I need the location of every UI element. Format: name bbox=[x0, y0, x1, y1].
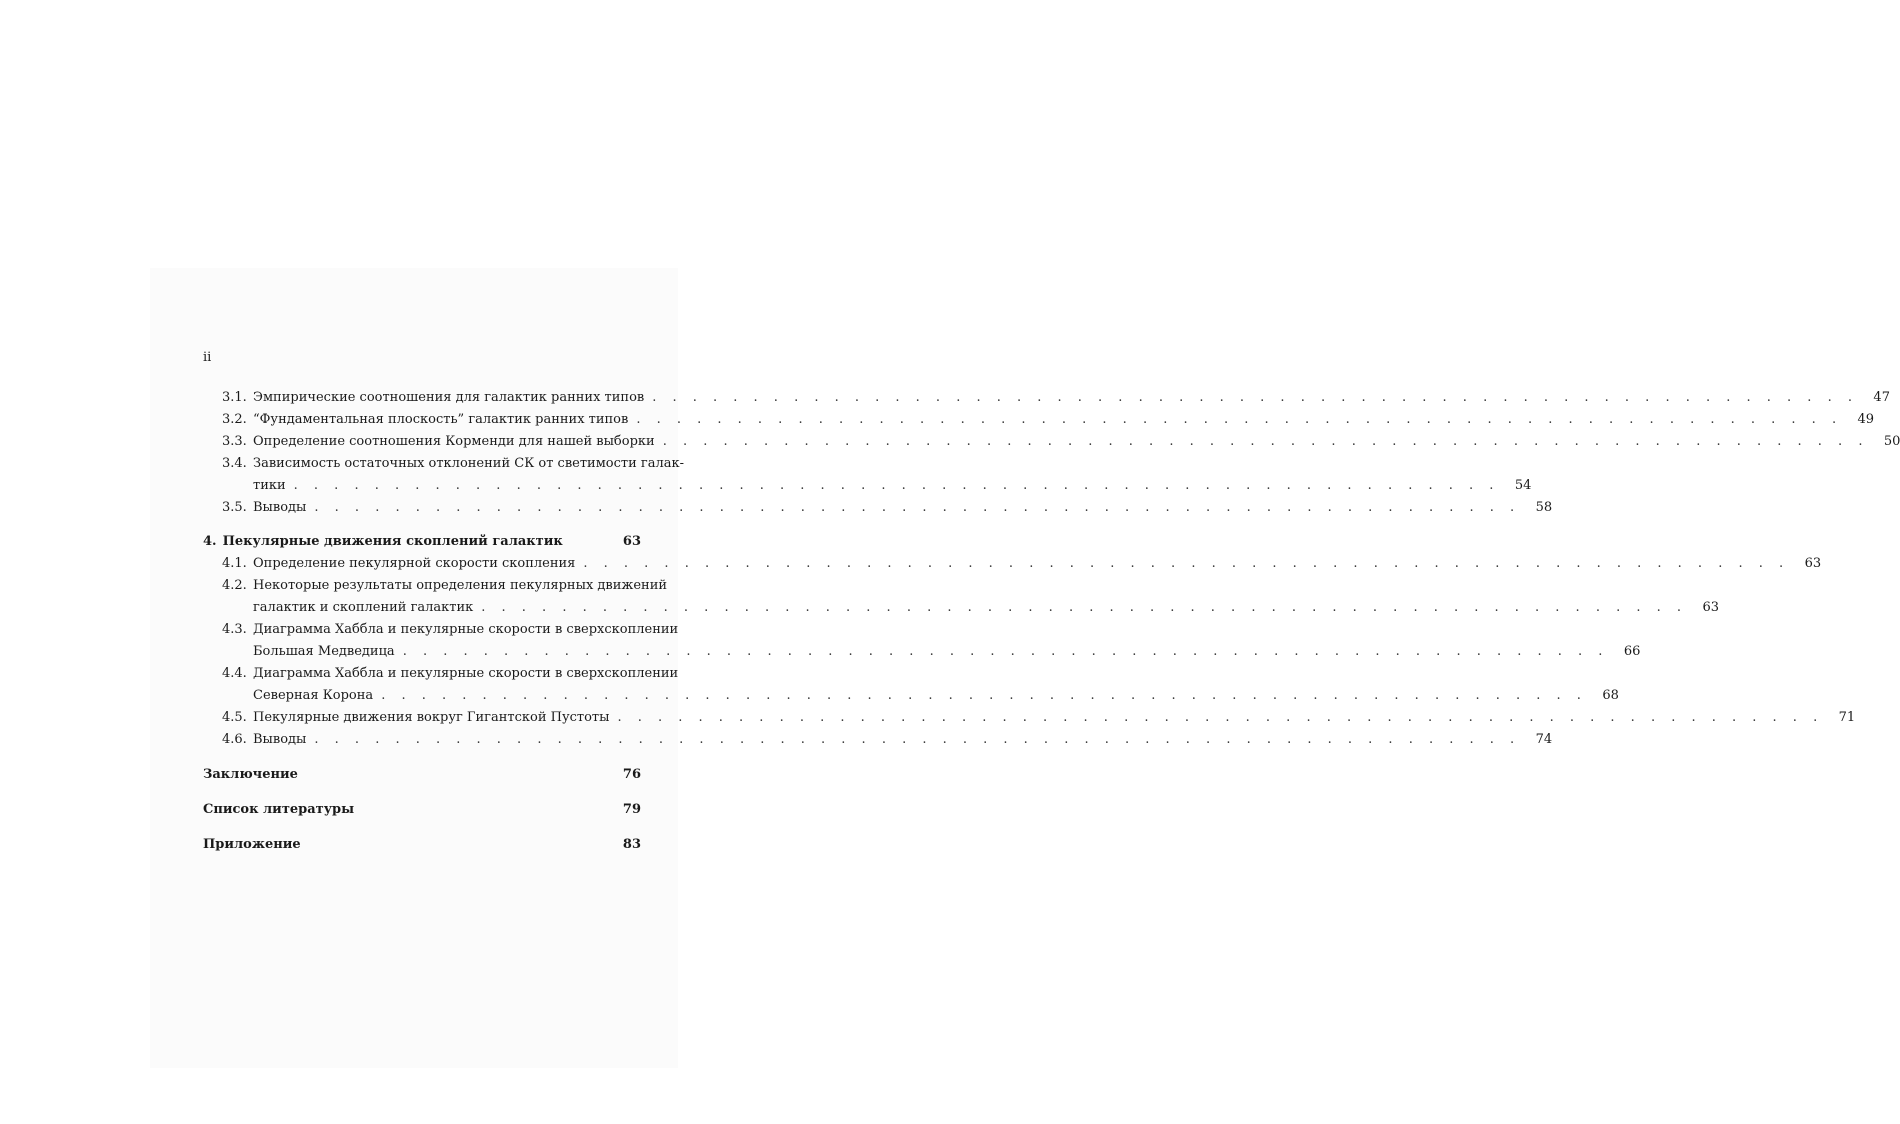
table-of-contents bbox=[203, 387, 1900, 856]
toc-entry-number: 3.1. bbox=[222, 390, 247, 405]
toc-entry-4-5[interactable] bbox=[203, 707, 1856, 729]
toc-entry-title: Выводы bbox=[253, 732, 307, 747]
toc-entry-page: 71 bbox=[1838, 710, 1856, 725]
toc-entry-page: 66 bbox=[1623, 644, 1641, 659]
toc-entry-page: 63 bbox=[1804, 556, 1822, 571]
toc-entry-title: Определение соотношения Корменди для нашей выборки bbox=[253, 434, 655, 449]
toc-leader-dots bbox=[575, 553, 1795, 575]
toc-chapter-number: 4. bbox=[203, 534, 217, 549]
toc-leader-dots bbox=[655, 431, 1875, 453]
toc-entry-title: Пекулярные движения вокруг Гигантской Пустоты bbox=[253, 710, 610, 725]
toc-entry-page: 58 bbox=[1535, 500, 1553, 515]
toc-entry-title-continued: галактик и скоплений галактик bbox=[253, 600, 474, 615]
toc-appendix-page: 83 bbox=[622, 837, 641, 852]
toc-chapter-title: Пекулярные движения скоплений галактик bbox=[222, 534, 563, 549]
toc-leader-dots bbox=[306, 729, 1526, 751]
page-number: ii bbox=[203, 350, 212, 365]
toc-leader-dots bbox=[306, 497, 1526, 519]
toc-entry-number: 4.1. bbox=[222, 556, 247, 571]
toc-leader-dots bbox=[628, 409, 1848, 431]
toc-entry-number: 4.3. bbox=[222, 622, 247, 637]
toc-entry-page: 49 bbox=[1857, 412, 1875, 427]
toc-entry-number: 3.4. bbox=[222, 456, 247, 471]
toc-entry-title: Диаграмма Хаббла и пекулярные скорости в сверхскоплении bbox=[253, 622, 679, 637]
toc-entry-4-4[interactable] bbox=[203, 663, 679, 685]
toc-entry-4-1[interactable] bbox=[203, 553, 1822, 575]
toc-appendix[interactable] bbox=[203, 834, 641, 856]
toc-entry-title: Диаграмма Хаббла и пекулярные скорости в сверхскоплении bbox=[253, 666, 679, 681]
toc-entry-number: 3.2. bbox=[222, 412, 247, 427]
toc-entry-3-4[interactable] bbox=[203, 453, 684, 475]
toc-entry-number: 3.3. bbox=[222, 434, 247, 449]
toc-entry-3-2[interactable] bbox=[203, 409, 1875, 431]
toc-references-title: Список литературы bbox=[203, 802, 355, 817]
toc-chapter-page: 63 bbox=[622, 534, 641, 549]
toc-entry-title-continued: тики bbox=[253, 478, 286, 493]
toc-appendix-title: Приложение bbox=[203, 837, 301, 852]
toc-entry-number: 4.6. bbox=[222, 732, 247, 747]
toc-entry-title: Зависимость остаточных отклонений СК от светимости галак- bbox=[253, 456, 684, 471]
toc-entry-4-3-continuation[interactable] bbox=[203, 641, 1641, 663]
toc-references[interactable] bbox=[203, 799, 641, 821]
toc-entry-4-6[interactable] bbox=[203, 729, 1553, 751]
toc-entry-3-4-continuation[interactable] bbox=[203, 475, 1532, 497]
toc-entry-number: 4.2. bbox=[222, 578, 247, 593]
toc-entry-title: Определение пекулярной скорости скопления bbox=[253, 556, 576, 571]
toc-entry-page: 50 bbox=[1883, 434, 1900, 449]
toc-entry-page: 47 bbox=[1873, 390, 1890, 405]
toc-entry-3-3[interactable] bbox=[203, 431, 1900, 453]
toc-entry-3-1[interactable] bbox=[203, 387, 1890, 409]
toc-entry-title: Выводы bbox=[253, 500, 307, 515]
toc-entry-title: Эмпирические соотношения для галактик ранних типов bbox=[253, 390, 645, 405]
toc-entry-page: 63 bbox=[1702, 600, 1720, 615]
toc-conclusion[interactable] bbox=[203, 764, 641, 786]
toc-entry-number: 3.5. bbox=[222, 500, 247, 515]
toc-entry-3-5[interactable] bbox=[203, 497, 1553, 519]
toc-leader-dots bbox=[473, 597, 1693, 619]
toc-entry-4-2-continuation[interactable] bbox=[203, 597, 1720, 619]
toc-leader-dots bbox=[286, 475, 1506, 497]
toc-leader-dots bbox=[644, 387, 1864, 409]
toc-entry-title-continued: Северная Корона bbox=[253, 688, 374, 703]
toc-conclusion-page: 76 bbox=[622, 767, 641, 782]
toc-entry-page: 54 bbox=[1514, 478, 1532, 493]
toc-chapter-4[interactable] bbox=[203, 531, 641, 553]
toc-entry-number: 4.5. bbox=[222, 710, 247, 725]
toc-leader-dots bbox=[609, 707, 1829, 729]
toc-entry-4-4-continuation[interactable] bbox=[203, 685, 1619, 707]
toc-entry-page: 74 bbox=[1535, 732, 1553, 747]
toc-entry-title-continued: Большая Медведица bbox=[253, 644, 395, 659]
toc-entry-page: 68 bbox=[1602, 688, 1619, 703]
toc-entry-title: “Фундаментальная плоскость” галактик ранних типов bbox=[253, 412, 629, 427]
toc-entry-4-3[interactable] bbox=[203, 619, 679, 641]
toc-leader-dots bbox=[373, 685, 1593, 707]
toc-entry-4-2[interactable] bbox=[203, 575, 668, 597]
toc-references-page: 79 bbox=[622, 802, 641, 817]
toc-leader-dots bbox=[395, 641, 1615, 663]
toc-conclusion-title: Заключение bbox=[203, 767, 298, 782]
toc-entry-title: Некоторые результаты определения пекулярных движений bbox=[253, 578, 668, 593]
toc-entry-number: 4.4. bbox=[222, 666, 247, 681]
